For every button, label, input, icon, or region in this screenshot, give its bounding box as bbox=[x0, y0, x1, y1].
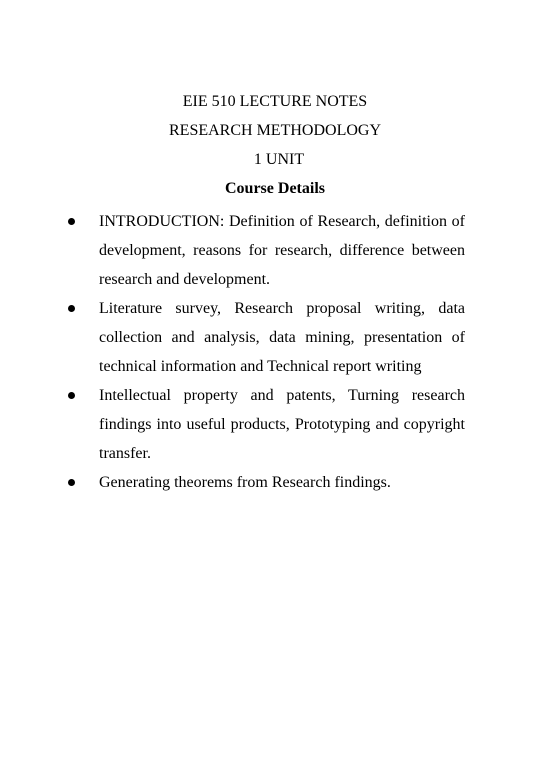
course-units: 1 UNIT bbox=[253, 151, 305, 168]
course-name-title: RESEARCH METHODOLOGY bbox=[169, 122, 381, 139]
bullet-icon bbox=[68, 305, 75, 312]
list-item-text: INTRODUCTION: Definition of Research, definition of development, reasons for research, difference between research and development. bbox=[99, 213, 465, 288]
list-item bbox=[66, 381, 465, 468]
course-details-list bbox=[66, 207, 465, 497]
list-item-text: Generating theorems from Research findings. bbox=[99, 474, 391, 491]
list-item bbox=[66, 468, 465, 497]
bullet-icon bbox=[68, 392, 75, 399]
list-item bbox=[66, 294, 465, 381]
list-item bbox=[66, 207, 465, 294]
bullet-icon bbox=[68, 479, 75, 486]
course-code-title: EIE 510 LECTURE NOTES bbox=[182, 93, 368, 110]
bullet-icon bbox=[68, 218, 75, 225]
section-heading: Course Details bbox=[225, 180, 325, 197]
list-item-text: Literature survey, Research proposal writing, data collection and analysis, data mining, presentation of technical information and Technical report writing bbox=[99, 300, 465, 375]
list-item-text: Intellectual property and patents, Turning research findings into useful products, Prototyping and copyright transfer. bbox=[99, 387, 465, 462]
